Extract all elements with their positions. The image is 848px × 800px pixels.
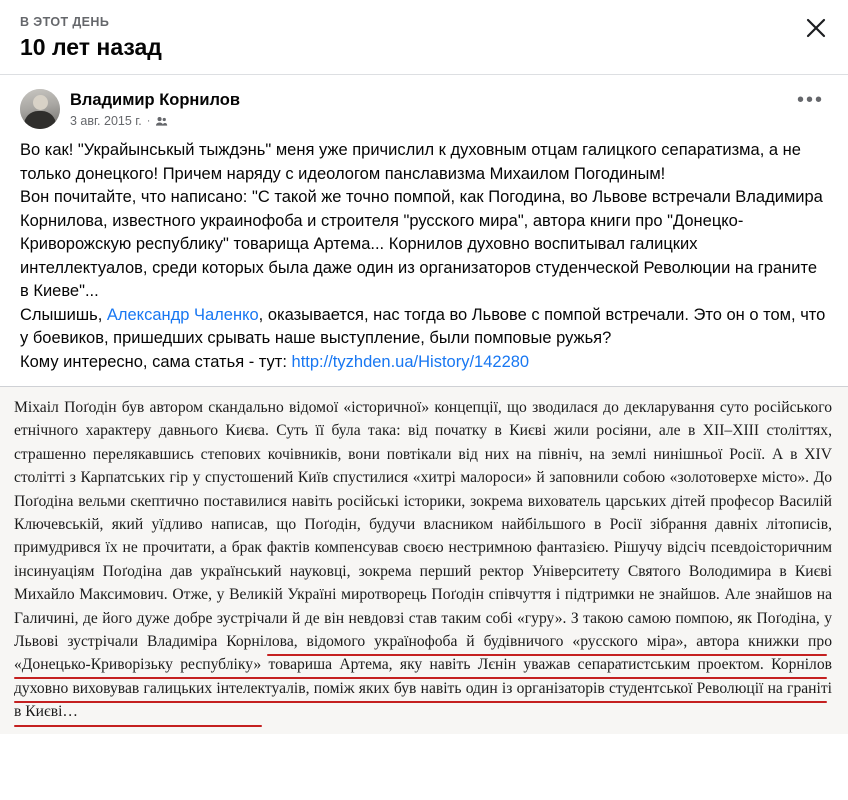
red-underline-3 bbox=[14, 701, 827, 703]
close-icon-glyph bbox=[805, 17, 827, 39]
post-paragraph-3 bbox=[20, 304, 828, 351]
article-scan-body bbox=[0, 386, 848, 734]
avatar[interactable] bbox=[20, 89, 60, 129]
avatar-body bbox=[24, 111, 56, 129]
ellipsis-icon[interactable]: ••• bbox=[793, 91, 828, 109]
memories-header bbox=[0, 0, 848, 74]
red-underline-4 bbox=[14, 725, 262, 727]
post-paragraph-4 bbox=[20, 351, 828, 375]
friends-icon-glyph bbox=[155, 115, 168, 128]
post-paragraph-3-pre: Слышишь, bbox=[20, 305, 107, 324]
post-paragraph-3-post: , оказывается, нас тогда во Львове с помпой встречали. Это он о том, что у боевиков, пришедших срывать наше выступление, были помповые ружья? bbox=[20, 305, 826, 347]
post-paragraph-2: Вон почитайте, что написано: "С такой же точно помпой, как Погодина, во Львове встречали Владимира Корнилова, известного украинофоба и строителя "русского мира", автора книги про "Донецко-Криворожскую республику" товарища Артема... Корнилов духовно воспитывал галицких интеллектуалов, среди которых была даже один из организаторов студенческой Революции на граните в Киеве"... bbox=[20, 188, 823, 300]
close-icon[interactable] bbox=[798, 10, 834, 46]
post-body bbox=[20, 137, 828, 386]
post-paragraph-1: Во как! "Украйынськый тыждэнь" меня уже причислил к духовным отцам галицкого сепаратизма, а не только донецкого! Причем наряду с идеологом панславизма Михаилом Погодиным! bbox=[20, 141, 801, 183]
red-underline-2 bbox=[14, 677, 827, 679]
friends-icon[interactable] bbox=[155, 115, 168, 128]
article-link[interactable]: http://tyzhden.ua/History/142280 bbox=[291, 352, 530, 371]
red-underline-1 bbox=[267, 654, 827, 656]
memories-eyebrow: В ЭТОТ ДЕНЬ bbox=[20, 15, 110, 29]
meta-separator: · bbox=[146, 115, 151, 127]
post-header-text bbox=[70, 89, 240, 129]
avatar-head bbox=[33, 95, 48, 110]
page-title: 10 лет назад bbox=[20, 34, 162, 60]
post-paragraph-4-pre: Кому интересно, сама статья - тут: bbox=[20, 352, 292, 371]
mention-link[interactable]: Александр Чаленко bbox=[106, 305, 259, 324]
post-date[interactable]: 3 авг. 2015 г. bbox=[70, 114, 142, 128]
article-scan-image[interactable] bbox=[0, 386, 848, 734]
post-header bbox=[20, 75, 828, 137]
article-scan-text: Міхаіл Поґодін був автором скандально відомої «історичної» концепції, що зводилася до декларування суто російського етнічного характеру давнього Києва. Суть її була така: від початку в Києві жили росіяни, але в XII–XIII століттях, страшенно перелякавшись степових кочівників, вони повтікали від них на північ, на землі нинішньої Росії. А в XIV столітті з Карпатських гір у спустошений Київ спустилися «хитрі малороси» й заповнили собою «золотоверхе місто». До Поґодіна вельми скептично поставилися навіть російські історики, зокрема вихователь царських дітей професор Василій Ключевській, який уїдливо написав, що Поґодін, будучи власником найбільшого в Росії зібрання давніх літописів, примудрився їх не прочитати, а брак фактів компенсував своєю нестримною фантазією. Рішучу відсіч псевдоісторичним інсинуаціям Поґодіна дав український науковці, зокрема перший ректор Університету Святого Володимира в Києві Михайло Максимович. Отже, у Великій Україні миротворець Поґодін співчуття і підтримки не знайшов. Але знайшов на Галичині, де його дуже добре зустрічали й де він невдовзі став таким собі «гуру». З такою самою помпою, як Поґодіна, у Львові зустрічали Владиміра Корнілова, відомого українофоба й будівничого «русского міра», автора книжки про «Донецько-Криворізьку республіку» товариша Артема, яку навіть Лєнін уважав сепаратистським проектом. Корнілов духовно виховував галицьких інтелектуалів, поміж яких був навіть один із організаторів студентської Революції на граніті в Києві… bbox=[14, 399, 832, 721]
author-name[interactable]: Владимир Корнилов bbox=[70, 91, 241, 109]
post-container bbox=[0, 75, 848, 386]
post-meta bbox=[70, 113, 240, 129]
